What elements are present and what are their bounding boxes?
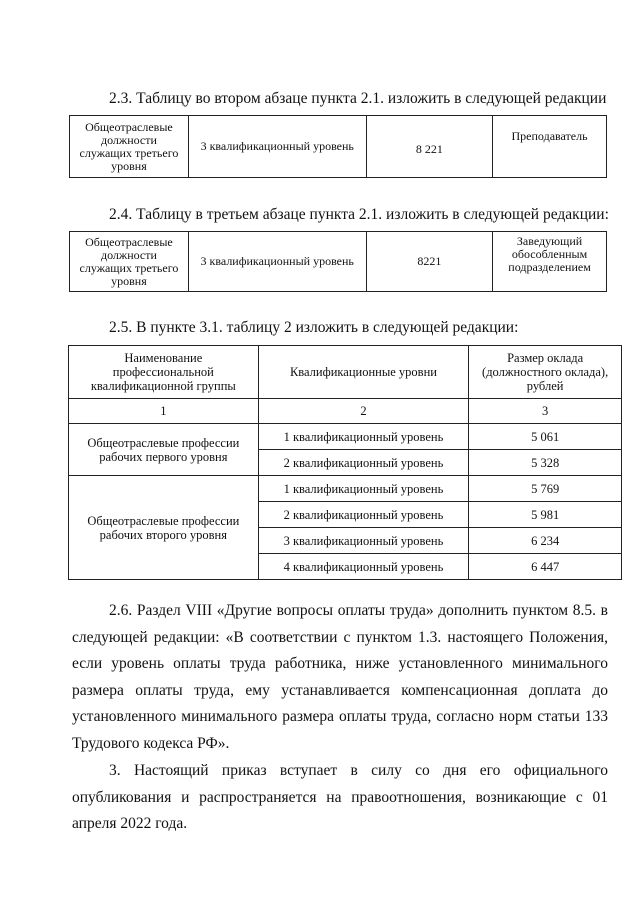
- header-levels: Квалификационные уровни: [258, 346, 469, 399]
- section-3-paragraph: 3. Настоящий приказ вступает в силу со дня его официального опубликования и распространяется на правоотношения, возникающие с 01 апреля 2022 года.: [72, 762, 608, 832]
- column-number: 1: [69, 399, 259, 424]
- column-number: 2: [258, 399, 469, 424]
- table-row: [69, 476, 622, 502]
- level-cell: 3 квалификационный уровень: [188, 116, 366, 178]
- section-2-4-heading: 2.4. Таблицу в третьем абзаце пункта 2.1. изложить в следующей редакции:: [109, 206, 609, 223]
- position-cell: Заведующий обособленным подразделением: [493, 232, 607, 292]
- section-2-6-paragraph: 2.6. Раздел VIII «Другие вопросы оплаты труда» дополнить пунктом 8.5. в следующей редакции: «В соответствии с пунктом 1.3. настоящего Положения, если уровень оплаты труда работника, ниже установленного минимального размера оплаты труда, ему устанавливается компенсационная доплата до установленного минимального размера оплаты труда, согласно норм статьи 133 Трудового кодекса РФ».: [72, 602, 608, 752]
- level-cell: 1 квалификационный уровень: [258, 476, 469, 502]
- section-2-5-heading: 2.5. В пункте 3.1. таблицу 2 изложить в следующей редакции:: [109, 319, 519, 336]
- position-cell: Преподаватель: [493, 116, 607, 178]
- level-cell: 4 квалификационный уровень: [258, 554, 469, 580]
- table-2-4: [69, 231, 607, 292]
- group-cell: Общеотраслевые должности служащих третьего уровня: [70, 116, 189, 178]
- table-row: [70, 232, 607, 292]
- level-cell: 1 квалификационный уровень: [258, 424, 469, 450]
- header-salary: Размер оклада (должностного оклада), рублей: [469, 346, 622, 399]
- level-cell: 2 квалификационный уровень: [258, 502, 469, 528]
- table-row: [70, 116, 607, 178]
- salary-cell: 5 061: [469, 424, 622, 450]
- table-2-3: [69, 115, 607, 178]
- section-2-3-heading: 2.3. Таблицу во втором абзаце пункта 2.1. изложить в следующей редакции: [109, 90, 607, 107]
- salary-cell: 5 328: [469, 450, 622, 476]
- header-group: Наименование профессиональной квалификационной группы: [69, 346, 259, 399]
- column-number: 3: [469, 399, 622, 424]
- group-cell: Общеотраслевые профессии рабочих второго уровня: [69, 476, 259, 580]
- salary-cell: 6 234: [469, 528, 622, 554]
- level-cell: 3 квалификационный уровень: [188, 232, 366, 292]
- table-2-5: [68, 345, 622, 580]
- salary-cell: 5 981: [469, 502, 622, 528]
- column-number-row: [69, 399, 622, 424]
- salary-cell: 8221: [366, 232, 493, 292]
- level-cell: 2 квалификационный уровень: [258, 450, 469, 476]
- salary-cell: 8 221: [366, 116, 493, 178]
- group-cell: Общеотраслевые профессии рабочих первого уровня: [69, 424, 259, 476]
- group-cell: Общеотраслевые должности служащих третьего уровня: [70, 232, 189, 292]
- level-cell: 3 квалификационный уровень: [258, 528, 469, 554]
- salary-cell: 6 447: [469, 554, 622, 580]
- header-row: [69, 346, 622, 399]
- salary-cell: 5 769: [469, 476, 622, 502]
- table-row: [69, 424, 622, 450]
